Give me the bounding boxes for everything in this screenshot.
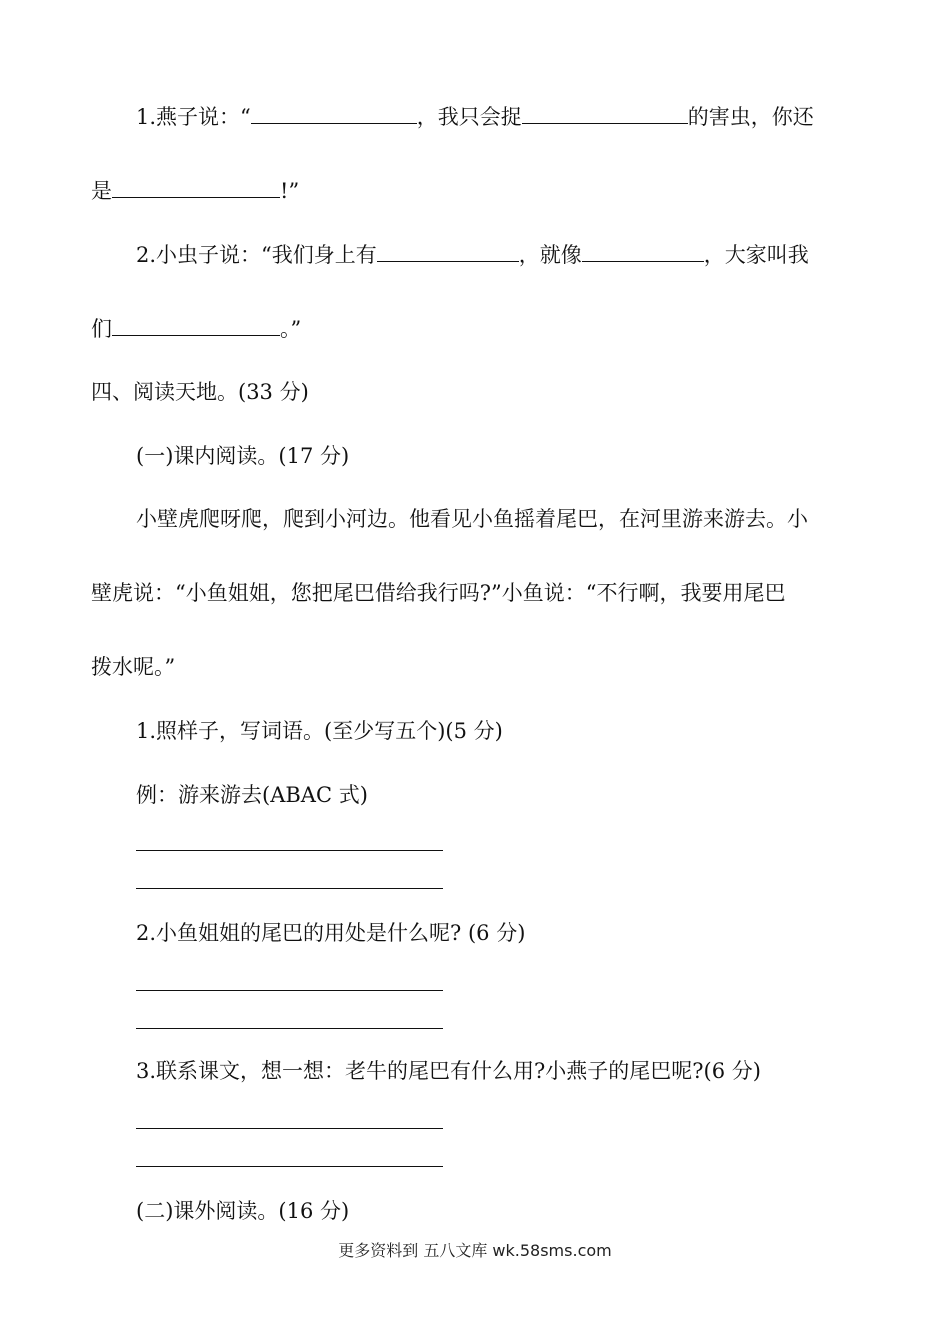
blank-3[interactable]	[112, 177, 280, 198]
question-1-example: 例：游来游去(ABAC 式)	[136, 783, 368, 807]
answer-line-2[interactable]	[136, 888, 443, 889]
part1-title: (一)课内阅读。(17 分)	[136, 444, 350, 468]
passage-line-1: 小壁虎爬呀爬，爬到小河边。他看见小鱼摇着尾巴，在河里游来游去。小	[136, 507, 808, 531]
footer-link[interactable]: 更多资料到 五八文库 wk.58sms.com	[338, 1241, 612, 1260]
q2-text-d: 们	[91, 317, 112, 341]
question-2: 2.小鱼姐姐的尾巴的用处是什么呢? (6 分)	[136, 921, 526, 945]
q1-text-a: 1.燕子说：“	[136, 105, 251, 129]
blank-1[interactable]	[251, 103, 417, 124]
q1-text-c: 的害虫，你还	[687, 105, 814, 129]
q2-text-a: 2.小虫子说：“我们身上有	[136, 243, 377, 267]
section-heading: 四、阅读天地。(33 分)	[91, 380, 309, 404]
q1-text-e: !”	[280, 179, 300, 203]
q2-line-2	[91, 314, 301, 344]
question-1: 1.照样子，写词语。(至少写五个)(5 分)	[136, 719, 503, 743]
blank-5[interactable]	[582, 241, 704, 262]
answer-line-6[interactable]	[136, 1166, 443, 1167]
q2-text-e: 。”	[280, 317, 302, 341]
q1-line-2	[91, 176, 299, 206]
blank-6[interactable]	[112, 315, 280, 336]
answer-line-4[interactable]	[136, 1028, 443, 1029]
passage-line-3: 拨水呢。”	[91, 655, 176, 679]
answer-line-3[interactable]	[136, 990, 443, 991]
answer-line-1[interactable]	[136, 850, 443, 851]
q1-text-d: 是	[91, 179, 112, 203]
answer-line-5[interactable]	[136, 1128, 443, 1129]
question-3: 3.联系课文，想一想：老牛的尾巴有什么用?小燕子的尾巴呢?(6 分)	[136, 1059, 761, 1083]
blank-2[interactable]	[522, 103, 688, 124]
q2-text-c: ，大家叫我	[703, 243, 809, 267]
q1-text-b: ，我只会捉	[416, 105, 522, 129]
blank-4[interactable]	[377, 241, 519, 262]
q1-line-1	[136, 102, 814, 132]
q2-line-1	[136, 240, 809, 270]
passage-line-2: 壁虎说：“小鱼姐姐，您把尾巴借给我行吗?”小鱼说：“不行啊，我要用尾巴	[91, 581, 786, 605]
q2-text-b: ，就像	[518, 243, 582, 267]
part2-title: (二)课外阅读。(16 分)	[136, 1199, 350, 1223]
